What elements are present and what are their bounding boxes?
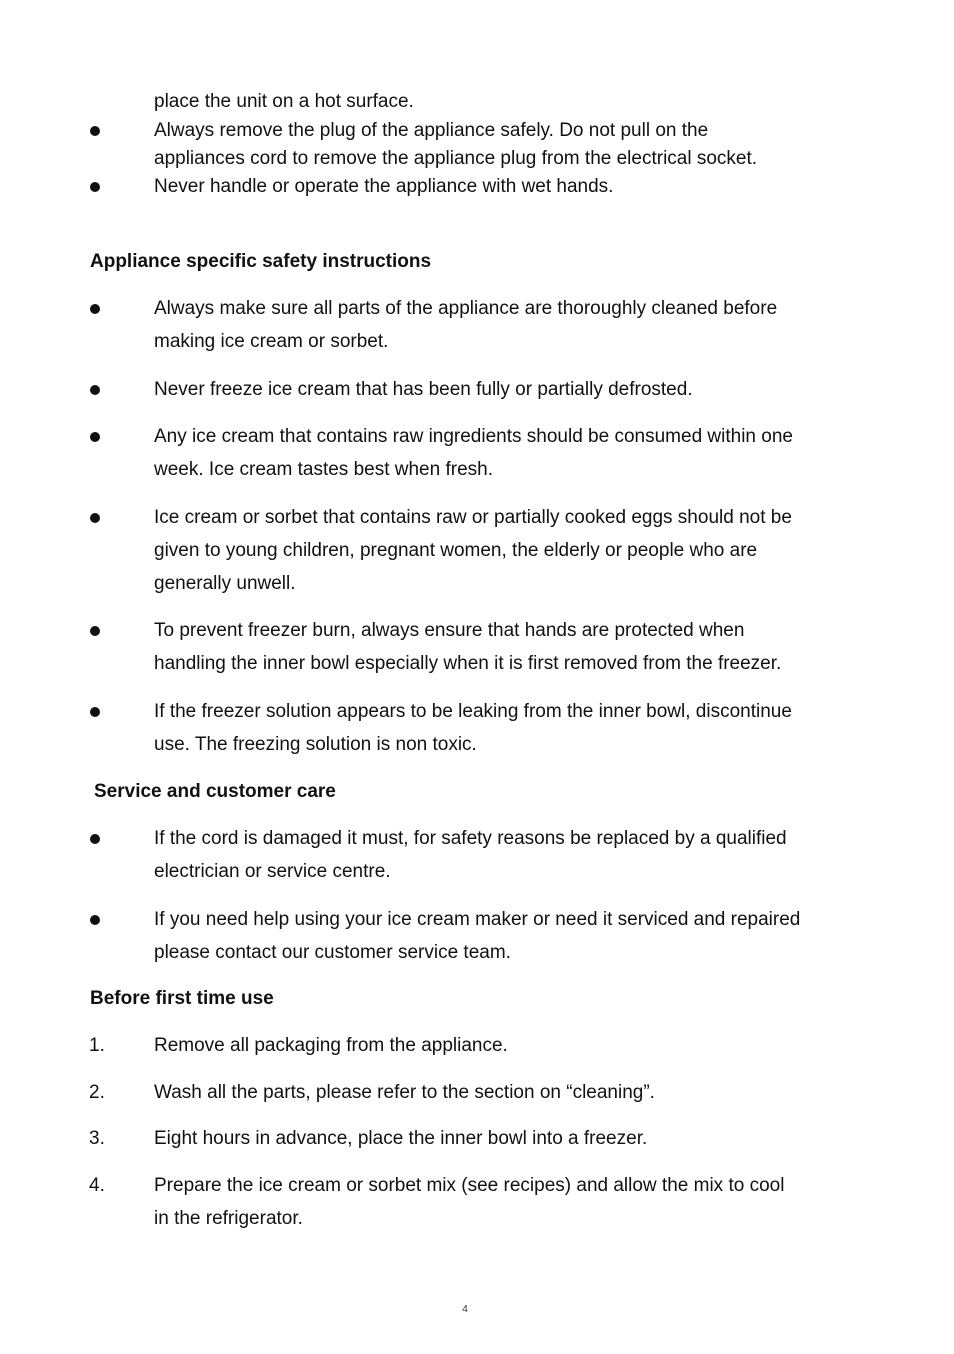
bullet-icon xyxy=(90,385,100,395)
bullet-icon xyxy=(90,432,100,442)
list-item-line: appliances cord to remove the appliance plug from the electrical socket. xyxy=(154,148,758,169)
list-item-line: Never freeze ice cream that has been fully or partially defrosted. xyxy=(154,379,693,400)
list-item-line: generally unwell. xyxy=(154,573,296,594)
list-item-line: Wash all the parts, please refer to the section on “cleaning”. xyxy=(154,1082,655,1103)
bullet-icon xyxy=(90,304,100,314)
bullet-icon xyxy=(90,126,100,136)
list-item-line: If the freezer solution appears to be leaking from the inner bowl, discontinue xyxy=(154,701,792,722)
list-item-line: use. The freezing solution is non toxic. xyxy=(154,734,477,755)
list-item-line: Always make sure all parts of the appliance are thoroughly cleaned before xyxy=(154,298,778,319)
list-item-line: please contact our customer service team. xyxy=(154,942,511,963)
list-item-line: week. Ice cream tastes best when fresh. xyxy=(154,459,493,480)
list-item-line: Always remove the plug of the appliance safely. Do not pull on the xyxy=(154,120,709,141)
step-number: 2. xyxy=(89,1082,105,1103)
list-item-line: making ice cream or sorbet. xyxy=(154,331,389,352)
step-number: 1. xyxy=(89,1035,105,1056)
step-number: 3. xyxy=(89,1128,105,1149)
list-item-line: handling the inner bowl especially when it is first removed from the freezer. xyxy=(154,653,782,674)
list-item-line: electrician or service centre. xyxy=(154,861,391,882)
bullet-icon xyxy=(90,182,100,192)
intro-continuation-text: place the unit on a hot surface. xyxy=(154,91,414,112)
list-item-line: To prevent freezer burn, always ensure that hands are protected when xyxy=(154,620,745,641)
list-item-line: Eight hours in advance, place the inner bowl into a freezer. xyxy=(154,1128,648,1149)
list-item-line: Ice cream or sorbet that contains raw or partially cooked eggs should not be xyxy=(154,507,792,528)
list-item-line: given to young children, pregnant women, the elderly or people who are xyxy=(154,540,758,561)
list-item-line: Remove all packaging from the appliance. xyxy=(154,1035,508,1056)
bullet-icon xyxy=(90,707,100,717)
list-item-line: Prepare the ice cream or sorbet mix (see recipes) and allow the mix to cool xyxy=(154,1175,785,1196)
service-heading: Service and customer care xyxy=(94,781,336,802)
list-item-line: Any ice cream that contains raw ingredients should be consumed within one xyxy=(154,426,793,447)
first-use-heading: Before first time use xyxy=(90,988,274,1009)
list-item-line: in the refrigerator. xyxy=(154,1208,303,1229)
page-number: 4 xyxy=(462,1304,468,1315)
bullet-icon xyxy=(90,834,100,844)
bullet-icon xyxy=(90,513,100,523)
bullet-icon xyxy=(90,915,100,925)
list-item-line: If the cord is damaged it must, for safety reasons be replaced by a qualified xyxy=(154,828,787,849)
list-item-line: Never handle or operate the appliance with wet hands. xyxy=(154,176,614,197)
bullet-icon xyxy=(90,626,100,636)
safety-heading: Appliance specific safety instructions xyxy=(90,251,432,272)
list-item-line: If you need help using your ice cream maker or need it serviced and repaired xyxy=(154,909,801,930)
step-number: 4. xyxy=(89,1175,105,1196)
